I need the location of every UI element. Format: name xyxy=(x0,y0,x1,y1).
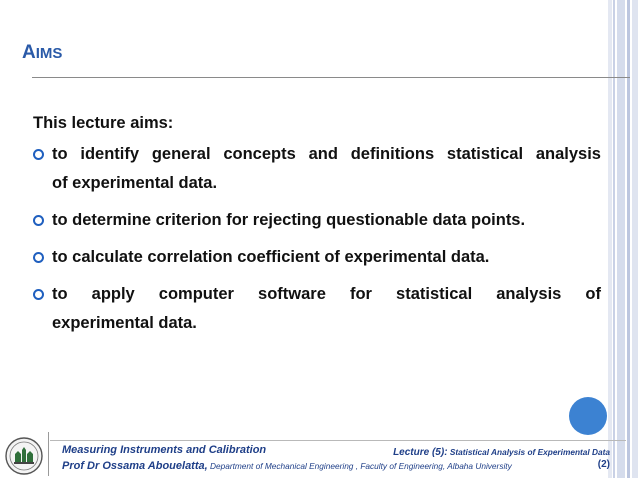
footer-author xyxy=(62,460,512,472)
decorative-circle xyxy=(569,397,607,435)
bullet-text-line1: to determine criterion for rejecting questionable data points. xyxy=(52,211,526,229)
slide-title: AIMS xyxy=(22,42,63,63)
bullet-text-line2: of experimental data. xyxy=(52,174,218,192)
bullet-item xyxy=(33,140,601,198)
bullet-icon xyxy=(33,149,44,160)
bullet-text-line1: to identify general concepts and definitions statistical analysis xyxy=(52,145,601,163)
footer-divider xyxy=(50,440,626,441)
slide-body xyxy=(33,110,601,346)
bullet-icon xyxy=(33,252,44,263)
title-divider xyxy=(32,77,630,78)
bullet-icon xyxy=(33,215,44,226)
decorative-side-stripes xyxy=(608,0,638,478)
university-logo-icon xyxy=(4,436,44,476)
bullet-text-line1: to calculate correlation coefficient of experimental data. xyxy=(52,248,490,266)
page-number: (2) xyxy=(597,459,610,470)
footer-lecture-number: Lecture (5): xyxy=(393,447,448,458)
bullet-item xyxy=(33,206,601,235)
bullet-item xyxy=(33,243,601,272)
footer-lecture-topic: Statistical Analysis of Experimental Data xyxy=(447,447,610,457)
bullet-icon xyxy=(33,289,44,300)
bullet-item xyxy=(33,280,601,338)
footer-author-name: Prof Dr Ossama Abouelatta, xyxy=(62,460,208,472)
footer-affiliation: Department of Mechanical Engineering , Faculty of Engineering, Albaha University xyxy=(207,461,512,471)
footer-course: Measuring Instruments and Calibration xyxy=(62,444,267,456)
footer-lecture xyxy=(393,447,610,458)
intro-text: This lecture aims: xyxy=(33,114,174,132)
footer-vertical-divider xyxy=(48,432,49,476)
bullet-text-line1: to apply computer software for statistical analysis of xyxy=(52,285,601,303)
bullet-text-line2: experimental data. xyxy=(52,314,197,332)
